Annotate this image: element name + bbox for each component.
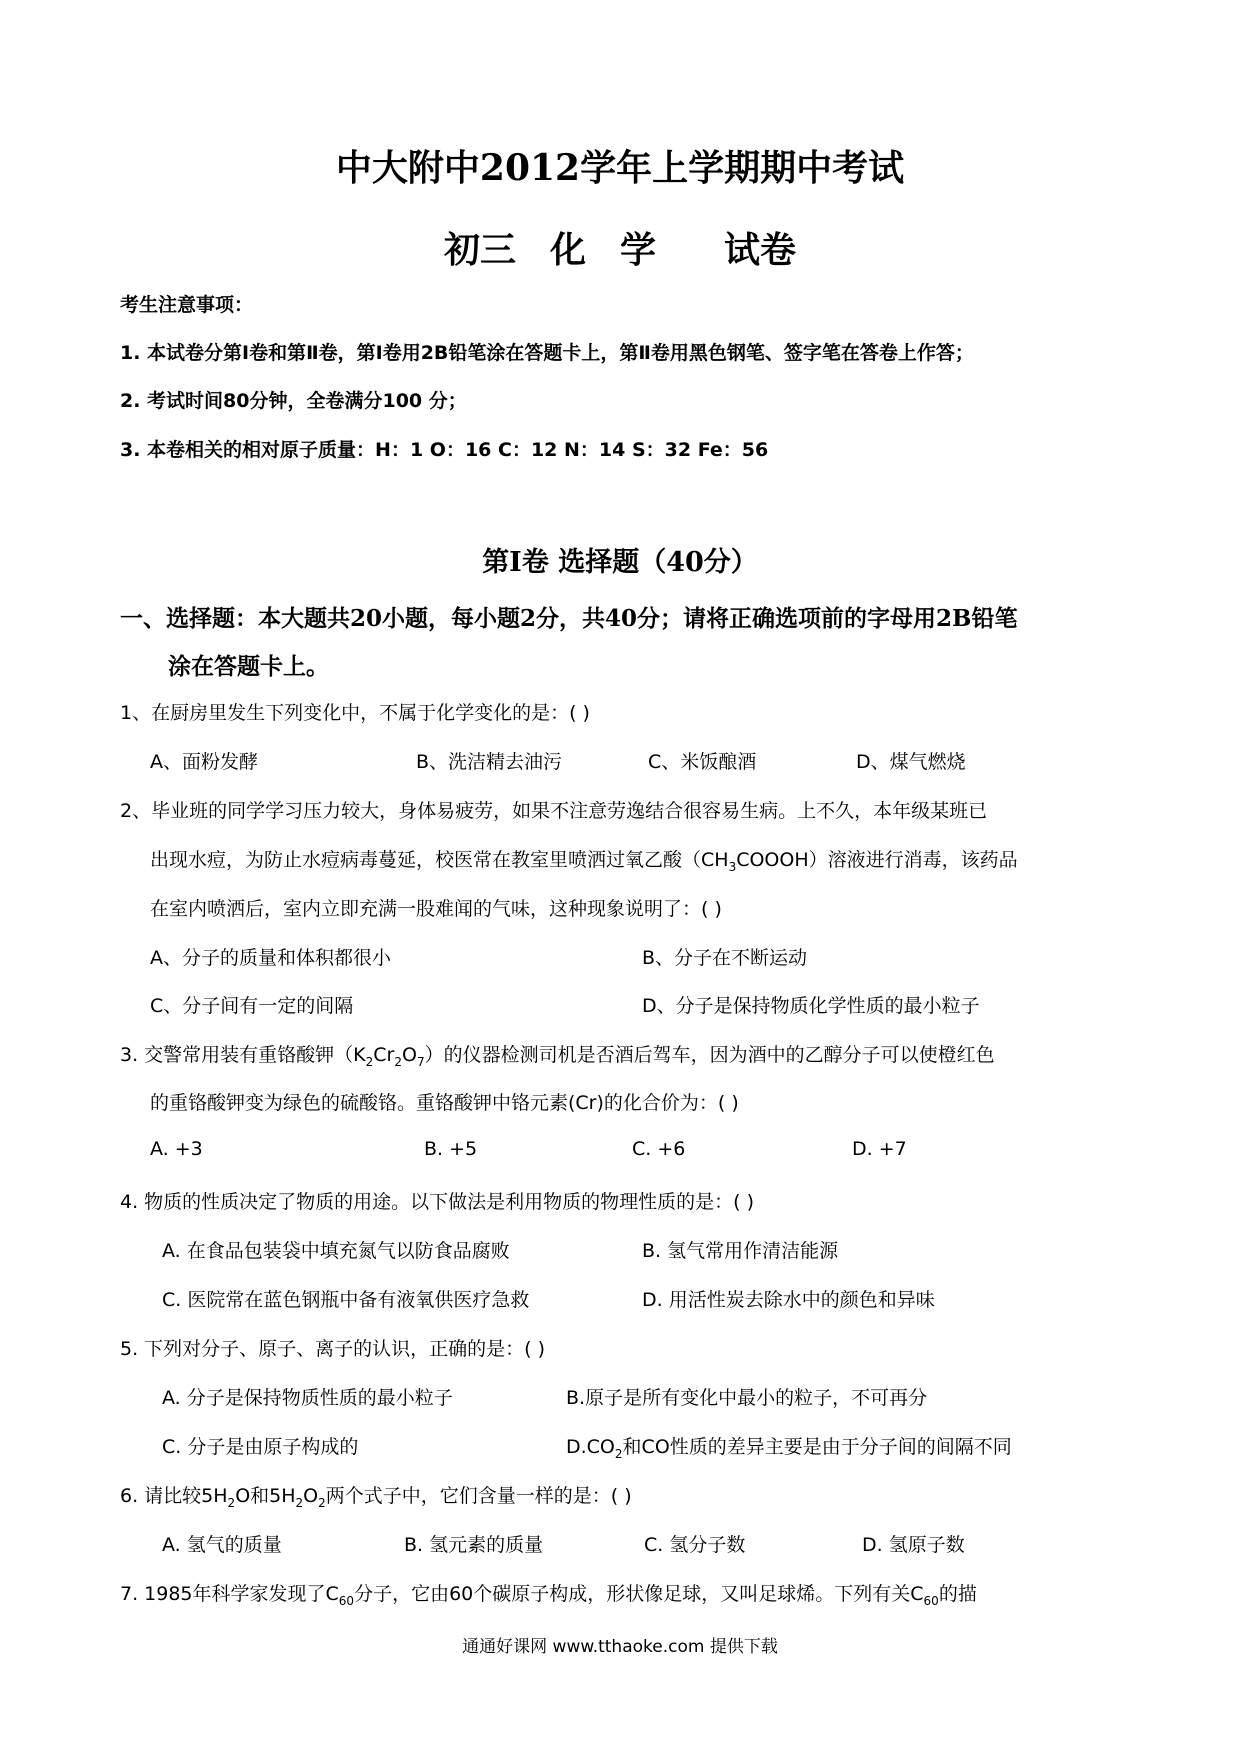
question-2-line3: 在室内喷洒后，室内立即充满一股难闻的气味，这种现象说明了：( ) bbox=[150, 898, 722, 920]
subtitle-subject-2: 学 bbox=[620, 229, 657, 271]
notice-item-1: 1. 本试卷分第Ⅰ卷和第Ⅱ卷，第Ⅰ卷用2B铅笔涂在答题卡上，第Ⅱ卷用黑色钢笔、签字笔在答卷上作答； bbox=[120, 342, 974, 364]
q4-option-d: D. 用活性炭去除水中的颜色和异味 bbox=[642, 1289, 935, 1311]
q1-option-b: B、洗洁精去油污 bbox=[416, 751, 563, 773]
q2-option-b: B、分子在不断运动 bbox=[642, 947, 808, 969]
q5-option-b: B.原子是所有变化中最小的粒子，不可再分 bbox=[566, 1387, 928, 1409]
page-footer: 通通好课网 www.tthaoke.com 提供下载 bbox=[462, 1637, 778, 1657]
subtitle-paper: 试卷 bbox=[724, 229, 797, 271]
q3-option-c: C. +6 bbox=[632, 1138, 686, 1160]
q3-option-d: D. +7 bbox=[852, 1138, 907, 1160]
q1-option-c: C、米饭酿酒 bbox=[648, 751, 757, 773]
q5-option-a: A. 分子是保持物质性质的最小粒子 bbox=[162, 1387, 453, 1409]
subtitle-grade: 初三 bbox=[443, 229, 516, 271]
q2-option-c: C、分子间有一定的间隔 bbox=[150, 995, 354, 1017]
section-instruction-line2: 涂在答题卡上。 bbox=[168, 653, 329, 680]
question-2-line1: 2、毕业班的同学学习压力较大，身体易疲劳，如果不注意劳逸结合很容易生病。上不久，本年级某班已 bbox=[120, 800, 988, 822]
q4-option-a: A. 在食品包装袋中填充氮气以防食品腐败 bbox=[162, 1240, 510, 1262]
question-6-stem: 6. 请比较$5H_2O$和$5H_2O_2$两个式子中，它们含量一样的是：( ) bbox=[120, 1485, 632, 1510]
q3-option-a: A. +3 bbox=[150, 1138, 203, 1160]
exam-title: 中大附中2012学年上学期期中考试 bbox=[335, 147, 905, 189]
notice-heading: 考生注意事项： bbox=[120, 294, 254, 316]
exam-subtitle bbox=[0, 222, 1240, 273]
question-4-stem: 4. 物质的性质决定了物质的用途。以下做法是利用物质的物理性质的是：( ) bbox=[120, 1191, 755, 1213]
question-7-line1: 7. 1985年科学家发现了$C_{60}$分子，它由60个碳原子构成，形状像足球，又叫足球烯。下列有关$C_{60}$的描 bbox=[120, 1583, 977, 1608]
q6-option-d: D. 氢原子数 bbox=[862, 1534, 965, 1556]
notice-item-2: 2. 考试时间80分钟，全卷满分100 分； bbox=[120, 390, 467, 412]
q1-option-a: A、面粉发酵 bbox=[150, 751, 258, 773]
question-2-line2: 出现水痘，为防止水痘病毒蔓延，校医常在教室里喷洒过氧乙酸$(CH_3COOOH)$溶液进行消毒，该药品 bbox=[150, 849, 1018, 874]
q4-option-c: C. 医院常在蓝色钢瓶中备有液氧供医疗急救 bbox=[162, 1289, 530, 1311]
subtitle-subject-1: 化 bbox=[549, 229, 586, 271]
question-3-line2: 的重铬酸钾变为绿色的硫酸铬。重铬酸钾中铬元素(Cr)的化合价为：( ) bbox=[150, 1092, 739, 1114]
section-title: 第Ⅰ卷 选择题（40分） bbox=[482, 547, 758, 578]
q2-option-a: A、分子的质量和体积都很小 bbox=[150, 947, 391, 969]
q5-option-d: $D.CO_2$和CO性质的差异主要是由于分子间的间隔不同 bbox=[566, 1436, 1012, 1461]
section-instruction-line1: 一、选择题：本大题共20小题，每小题2分，共40分；请将正确选项前的字母用2B铅笔 bbox=[120, 605, 1018, 632]
q2-option-d: D、分子是保持物质化学性质的最小粒子 bbox=[642, 995, 980, 1017]
q6-option-a: A. 氢气的质量 bbox=[162, 1534, 282, 1556]
q6-option-b: B. 氢元素的质量 bbox=[404, 1534, 544, 1556]
question-3-line1: 3. 交警常用装有重铬酸钾$(K_2Cr_2O_7)$的仪器检测司机是否酒后驾车，因为酒中的乙醇分子可以使橙红色 bbox=[120, 1044, 995, 1069]
question-5-stem: 5. 下列对分子、原子、离子的认识，正确的是：( ) bbox=[120, 1338, 546, 1360]
q5-option-c: C. 分子是由原子构成的 bbox=[162, 1436, 359, 1458]
q1-option-d: D、煤气燃烧 bbox=[856, 751, 966, 773]
notice-item-3: 3. 本卷相关的相对原子质量：H：1 O：16 C：12 N：14 S：32 Fe：56 bbox=[120, 439, 769, 461]
q4-option-b: B. 氢气常用作清洁能源 bbox=[642, 1240, 839, 1262]
question-1-stem: 1、在厨房里发生下列变化中，不属于化学变化的是：( ) bbox=[120, 702, 590, 724]
q3-option-b: B. +5 bbox=[424, 1138, 478, 1160]
q6-option-c: C. 氢分子数 bbox=[644, 1534, 746, 1556]
